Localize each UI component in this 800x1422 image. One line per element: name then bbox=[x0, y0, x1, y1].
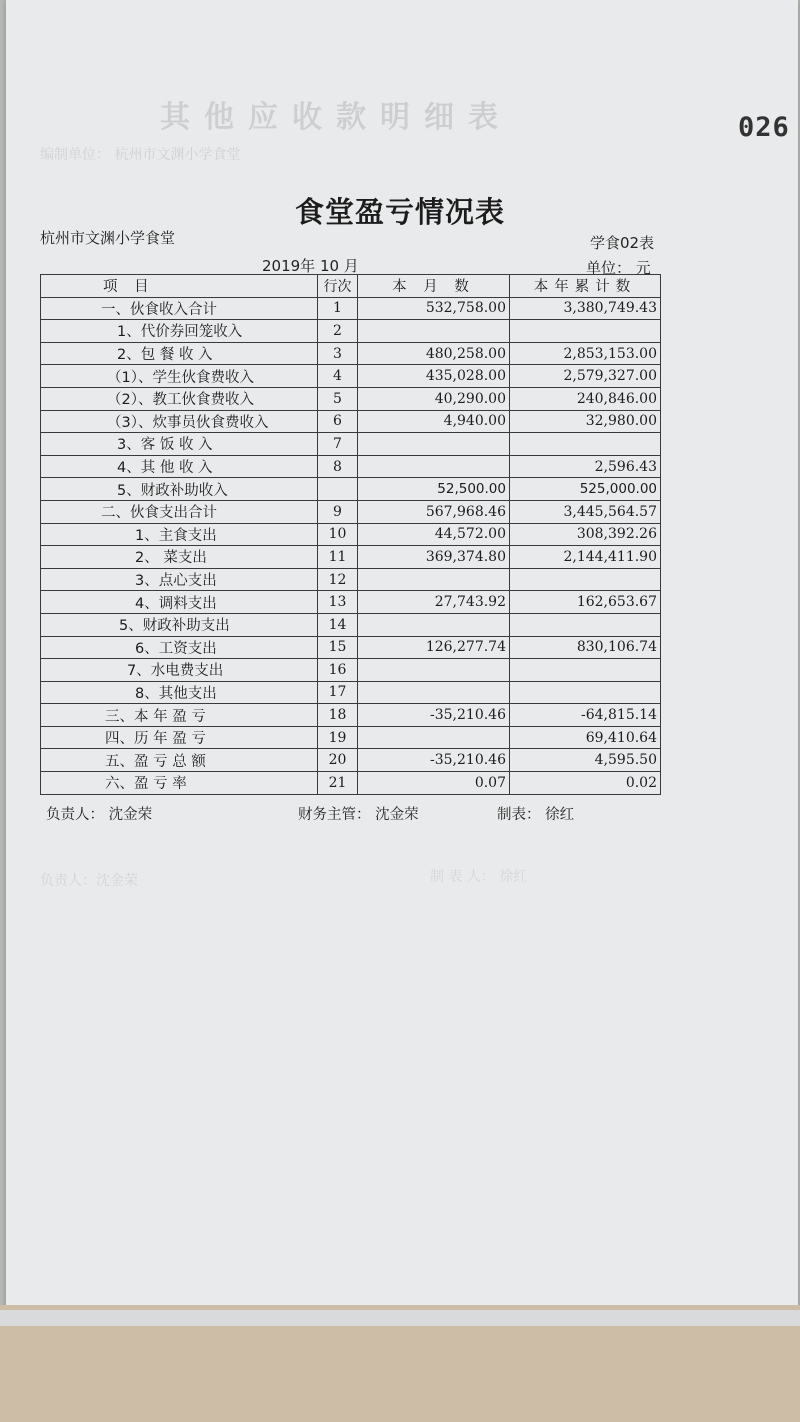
responsible-person: 负责人： 沈金荣 bbox=[46, 807, 153, 823]
row-current-month-value bbox=[358, 320, 510, 343]
table-row bbox=[41, 410, 661, 433]
page-number: 026 bbox=[738, 112, 790, 143]
header-item: 项 目 bbox=[41, 275, 318, 298]
row-line-number: 8 bbox=[318, 455, 358, 478]
row-year-to-date-value: 240,846.00 bbox=[510, 387, 661, 410]
profit-loss-table bbox=[40, 274, 661, 795]
row-current-month-value: 27,743.92 bbox=[358, 591, 510, 614]
row-line-number: 3 bbox=[318, 342, 358, 365]
row-current-month-value bbox=[358, 455, 510, 478]
page-title: 食堂盈亏情况表 bbox=[294, 195, 505, 229]
row-item-label: 四、历 年 盈 亏 bbox=[41, 726, 318, 749]
table-row bbox=[41, 726, 661, 749]
table-row bbox=[41, 455, 661, 478]
row-item-label: （1）、学生伙食费收入 bbox=[41, 365, 318, 388]
row-line-number: 12 bbox=[318, 568, 358, 591]
row-year-to-date-value bbox=[510, 681, 661, 704]
table-header-row bbox=[41, 275, 661, 298]
form-number: 学食02表 bbox=[590, 234, 655, 252]
row-current-month-value bbox=[358, 681, 510, 704]
row-line-number: 14 bbox=[318, 613, 358, 636]
finance-supervisor: 财务主管： 沈金荣 bbox=[298, 807, 419, 823]
row-year-to-date-value: 525,000.00 bbox=[510, 478, 661, 501]
row-item-label: 7、水电费支出 bbox=[41, 659, 318, 682]
row-item-label: 二、伙食支出合计 bbox=[41, 500, 318, 523]
table-row bbox=[41, 704, 661, 727]
row-line-number: 4 bbox=[318, 365, 358, 388]
row-line-number: 10 bbox=[318, 523, 358, 546]
table-row bbox=[41, 659, 661, 682]
report-period: 2019年 10 月 bbox=[262, 257, 359, 275]
row-line-number: 11 bbox=[318, 546, 358, 569]
row-item-label: 一、伙食收入合计 bbox=[41, 297, 318, 320]
row-item-label: 三、本 年 盈 亏 bbox=[41, 704, 318, 727]
bleed-through-footer: 负责人：沈金荣 bbox=[40, 873, 138, 889]
prepared-by: 制表： 徐红 bbox=[497, 807, 575, 823]
row-item-label: 3、点心支出 bbox=[41, 568, 318, 591]
row-year-to-date-value: -64,815.14 bbox=[510, 704, 661, 727]
row-item-label: 5、财政补助收入 bbox=[41, 478, 318, 501]
row-current-month-value: 40,290.00 bbox=[358, 387, 510, 410]
row-year-to-date-value: 69,410.64 bbox=[510, 726, 661, 749]
row-item-label: 1、代价券回笼收入 bbox=[41, 320, 318, 343]
row-current-month-value: 4,940.00 bbox=[358, 410, 510, 433]
table-row bbox=[41, 320, 661, 343]
row-current-month-value: 126,277.74 bbox=[358, 636, 510, 659]
bleed-through-subtitle: 编制单位： 杭州市文渊小学食堂 bbox=[40, 147, 241, 163]
page-edge bbox=[0, 1310, 800, 1326]
currency-unit: 单位： 元 bbox=[586, 259, 651, 277]
row-item-label: 6、工资支出 bbox=[41, 636, 318, 659]
row-current-month-value: 567,968.46 bbox=[358, 500, 510, 523]
bleed-through-title: 其他应收款明细表 bbox=[160, 100, 512, 135]
row-line-number: 13 bbox=[318, 591, 358, 614]
row-current-month-value: 0.07 bbox=[358, 772, 510, 795]
row-item-label: 五、盈 亏 总 额 bbox=[41, 749, 318, 772]
row-year-to-date-value: 162,653.67 bbox=[510, 591, 661, 614]
row-year-to-date-value bbox=[510, 568, 661, 591]
header-year-to-date: 本年累计数 bbox=[510, 275, 661, 298]
row-current-month-value: 480,258.00 bbox=[358, 342, 510, 365]
row-year-to-date-value: 830,106.74 bbox=[510, 636, 661, 659]
row-line-number: 2 bbox=[318, 320, 358, 343]
bleed-through-footer-2: 制 表 人： 徐红 bbox=[430, 869, 528, 885]
row-item-label: 六、盈 亏 率 bbox=[41, 772, 318, 795]
table-row bbox=[41, 297, 661, 320]
row-current-month-value bbox=[358, 659, 510, 682]
table-row bbox=[41, 365, 661, 388]
row-item-label: 8、其他支出 bbox=[41, 681, 318, 704]
row-line-number bbox=[318, 478, 358, 501]
row-line-number: 6 bbox=[318, 410, 358, 433]
row-year-to-date-value: 32,980.00 bbox=[510, 410, 661, 433]
table-row bbox=[41, 749, 661, 772]
row-current-month-value bbox=[358, 726, 510, 749]
row-line-number: 21 bbox=[318, 772, 358, 795]
row-year-to-date-value bbox=[510, 613, 661, 636]
row-current-month-value: 44,572.00 bbox=[358, 523, 510, 546]
row-year-to-date-value: 3,380,749.43 bbox=[510, 297, 661, 320]
row-line-number: 18 bbox=[318, 704, 358, 727]
table-row bbox=[41, 591, 661, 614]
table-row bbox=[41, 478, 661, 501]
row-line-number: 5 bbox=[318, 387, 358, 410]
row-current-month-value: -35,210.46 bbox=[358, 749, 510, 772]
row-current-month-value: 369,374.80 bbox=[358, 546, 510, 569]
row-item-label: （3）、炊事员伙食费收入 bbox=[41, 410, 318, 433]
header-current-month: 本 月 数 bbox=[358, 275, 510, 298]
row-line-number: 15 bbox=[318, 636, 358, 659]
row-line-number: 19 bbox=[318, 726, 358, 749]
row-line-number: 20 bbox=[318, 749, 358, 772]
row-item-label: 4、调料支出 bbox=[41, 591, 318, 614]
row-item-label: 1、主食支出 bbox=[41, 523, 318, 546]
row-current-month-value bbox=[358, 568, 510, 591]
header-row-number: 行次 bbox=[318, 275, 358, 298]
row-year-to-date-value: 2,596.43 bbox=[510, 455, 661, 478]
table-row bbox=[41, 500, 661, 523]
table-row bbox=[41, 546, 661, 569]
row-year-to-date-value: 2,853,153.00 bbox=[510, 342, 661, 365]
row-year-to-date-value: 2,144,411.90 bbox=[510, 546, 661, 569]
table-row bbox=[41, 613, 661, 636]
row-year-to-date-value: 4,595.50 bbox=[510, 749, 661, 772]
row-year-to-date-value: 2,579,327.00 bbox=[510, 365, 661, 388]
table-row bbox=[41, 342, 661, 365]
row-current-month-value: 532,758.00 bbox=[358, 297, 510, 320]
row-current-month-value: 435,028.00 bbox=[358, 365, 510, 388]
table-row bbox=[41, 523, 661, 546]
row-year-to-date-value bbox=[510, 659, 661, 682]
table-row bbox=[41, 387, 661, 410]
row-year-to-date-value: 308,392.26 bbox=[510, 523, 661, 546]
row-current-month-value: -35,210.46 bbox=[358, 704, 510, 727]
row-item-label: 3、客 饭 收 入 bbox=[41, 433, 318, 456]
table-row bbox=[41, 772, 661, 795]
table-row bbox=[41, 568, 661, 591]
row-item-label: 2、 菜支出 bbox=[41, 546, 318, 569]
row-current-month-value bbox=[358, 613, 510, 636]
row-year-to-date-value bbox=[510, 433, 661, 456]
row-current-month-value: 52,500.00 bbox=[358, 478, 510, 501]
row-year-to-date-value: 0.02 bbox=[510, 772, 661, 795]
row-year-to-date-value bbox=[510, 320, 661, 343]
row-line-number: 17 bbox=[318, 681, 358, 704]
row-item-label: 2、包 餐 收 入 bbox=[41, 342, 318, 365]
table-row bbox=[41, 636, 661, 659]
table-row bbox=[41, 433, 661, 456]
unit-name: 杭州市文渊小学食堂 bbox=[40, 229, 176, 247]
row-year-to-date-value: 3,445,564.57 bbox=[510, 500, 661, 523]
row-line-number: 9 bbox=[318, 500, 358, 523]
row-item-label: 5、财政补助支出 bbox=[41, 613, 318, 636]
row-current-month-value bbox=[358, 433, 510, 456]
row-item-label: （2）、教工伙食费收入 bbox=[41, 387, 318, 410]
row-line-number: 1 bbox=[318, 297, 358, 320]
row-item-label: 4、其 他 收 入 bbox=[41, 455, 318, 478]
table-row bbox=[41, 681, 661, 704]
row-line-number: 16 bbox=[318, 659, 358, 682]
row-line-number: 7 bbox=[318, 433, 358, 456]
